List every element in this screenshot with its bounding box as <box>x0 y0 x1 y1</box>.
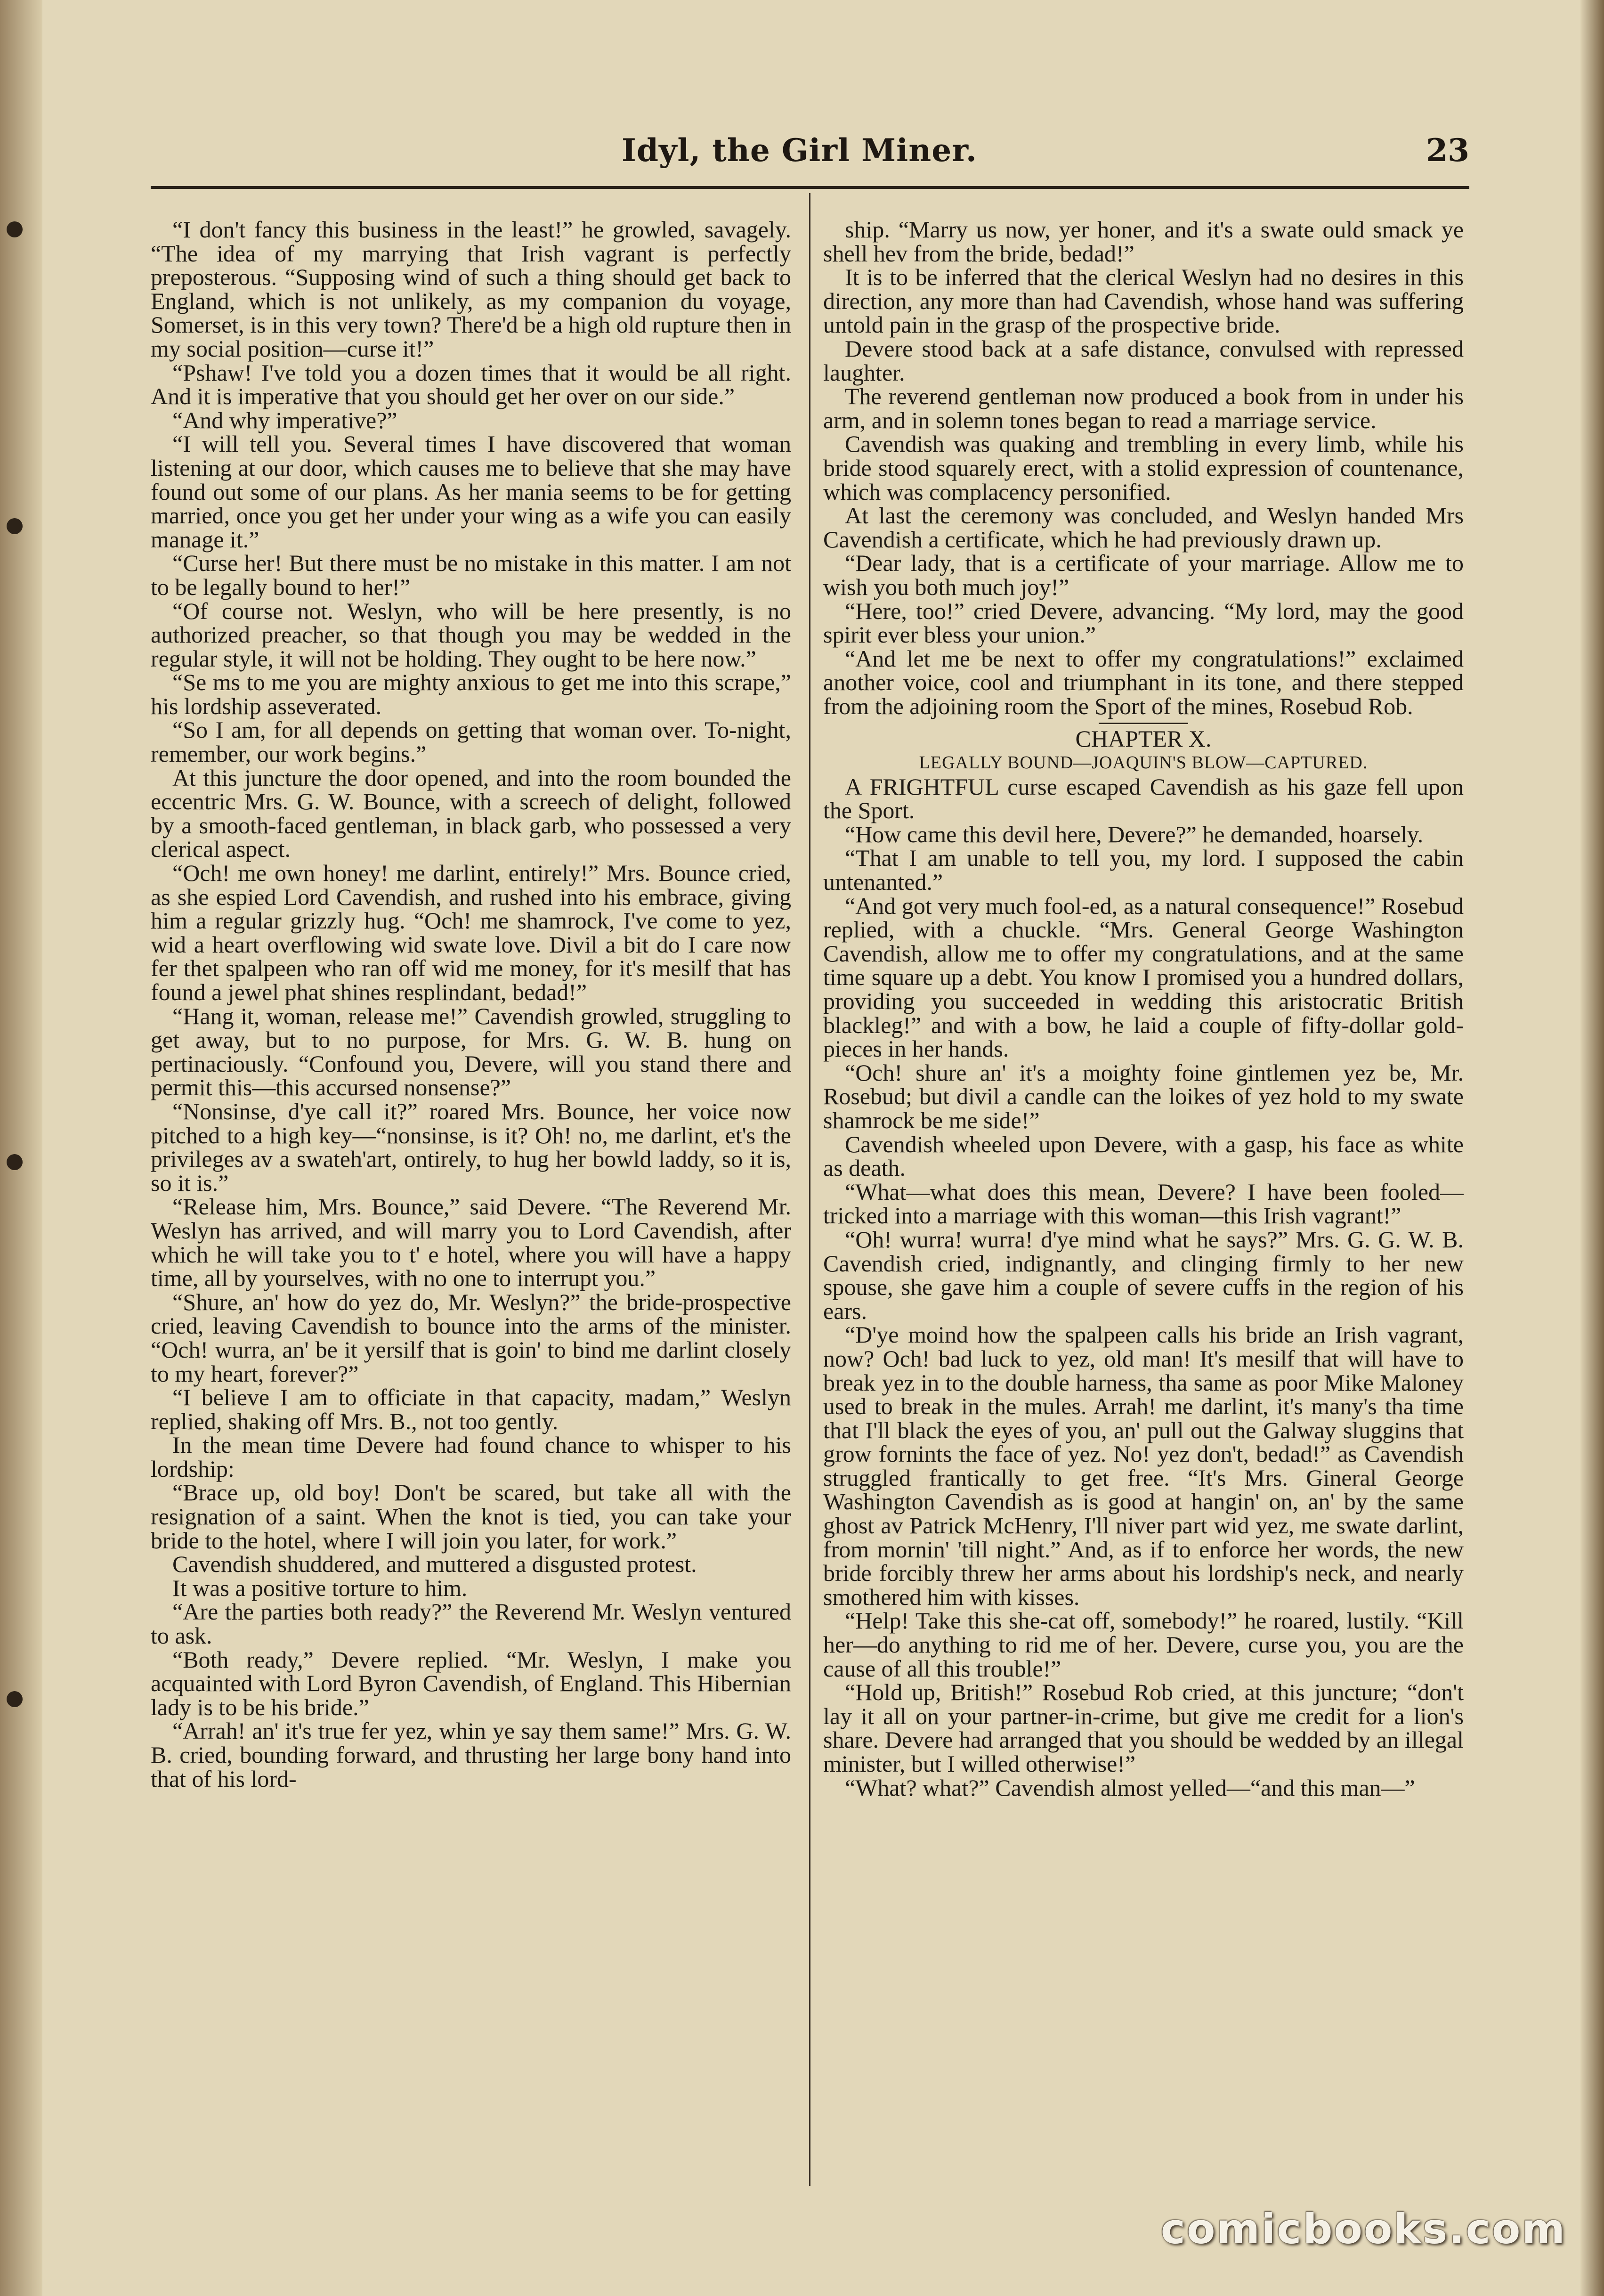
paragraph: “Hang it, woman, release me!” Cavendish growled, struggling to get away, but to no purpose, for Mrs. G. W. B. hung on pertinaciously. “Confound you, Devere, will you stand there and permit this—this accursed nonsense?” <box>151 1002 791 1101</box>
paragraph: Cavendish wheeled upon Devere, with a gasp, his face as white as death. <box>823 1131 1464 1181</box>
paragraph: “Se ms to me you are mighty anxious to get me into this scrape,” his lordship asseverated. <box>151 669 791 719</box>
paragraph: The reverend gentleman now produced a book from in under his arm, and in solemn tones began to read a marriage service. <box>823 383 1464 433</box>
paragraph: “Arrah! an' it's true fer yez, whin ye say them same!” Mrs. G. W. B. cried, bounding forward, and thrusting her large bony hand into that of his lord- <box>151 1718 791 1792</box>
paragraph: “Oh! wurra! wurra! d'ye mind what he says?” Mrs. G. G. W. B. Cavendish cried, indignantly, and clinging firmly to her new spouse, she gave him a couple of severe cuffs in the region of his ears. <box>823 1226 1464 1324</box>
chapter-rule <box>1099 723 1188 724</box>
paragraph: “Shure, an' how do yez do, Mr. Weslyn?” the bride-prospective cried, leaving Cavendish to bounce into the arms of the minister. “Och! wurra, an' be it yersilf that is goin' to bind me darlint closely to my heart, forever?” <box>151 1288 791 1387</box>
binding-hole <box>7 1154 23 1170</box>
binding-hole <box>7 221 23 237</box>
paragraph: “Are the parties both ready?” the Reverend Mr. Weslyn ventured to ask. <box>151 1598 791 1649</box>
paragraph: “I don't fancy this business in the least!” he growled, savagely. “The idea of my marrying that Irish vagrant is perfectly preposterous. “Supposing wind of such a thing should get back to England, which is not unlikely, as my companion du voyage, Somerset, is in this very town? There'd be a high old rupture then in my social position—curse it!” <box>151 218 791 362</box>
paragraph: At last the ceremony was concluded, and Weslyn handed Mrs Cavendish a certificate, which he had previously drawn up. <box>823 502 1464 553</box>
paragraph: “Dear lady, that is a certificate of your marriage. Allow me to wish you both much joy!” <box>823 550 1464 600</box>
paragraph: “I believe I am to officiate in that capacity, madam,” Weslyn replied, shaking off Mrs. B., not too gently. <box>151 1384 791 1434</box>
paragraph: “D'ye moind how the spalpeen calls his bride an Irish vagrant, now? Och! bad luck to yez, old man! It's mesilf that will have to break yez in to the double harness, tha same as poor Mike Maloney used to break in the mules. Arrah! me darlint, it's many's tha time that I'll black the eyes of you, an' pull out the Galway sluggins that grow fornints the face of yez. No! yez don't, bedad!” as Cavendish struggled frantically to get free. “It's Mrs. Gineral George Washington Cavendish as is good at hangin' on, an' by the same ghost av Patrick McHenry, I'll niver part wid yez, me swate darlint, from mornin' 'till night.” And, as if to enforce her words, the new bride forcibly threw her arms about his lordship's neck, and nearly smothered him with kisses. <box>823 1321 1464 1610</box>
paragraph: “Hold up, British!” Rosebud Rob cried, at this juncture; “don't lay it all on your partner-in-crime, but give me credit for a lion's share. Devere had arranged that you should be wedded by an illegal minister, but I willed otherwise!” <box>823 1679 1464 1777</box>
page-number: 23 <box>1426 132 1469 169</box>
paragraph: It is to be inferred that the clerical Weslyn had no desires in this direction, any more than had Cavendish, whose hand was suffering untold pain in the grasp of the prospective bride. <box>823 264 1464 338</box>
running-title: Idyl, the Girl Miner. <box>622 132 977 169</box>
page-gutter <box>0 0 42 2296</box>
watermark-logo: comicbooks.com <box>1160 2205 1566 2253</box>
paragraph: “Och! me own honey! me darlint, entirely!” Mrs. Bounce cried, as she espied Lord Cavendish, and rushed into his embrace, giving him a regular grizzly hug. “Och! me shamrock, I've come to yez, wid a heart overflowing wid swate love. Divil a bit do I care now fer thet spalpeen who ran off wid me money, for it's mesilf that has found a jewel phat shines resplindant, bedad!” <box>151 860 791 1005</box>
right-text-column <box>823 218 1464 2196</box>
paragraph: “How came this devil here, Devere?” he demanded, hoarsely. <box>845 821 1424 847</box>
paragraph: Devere stood back at a safe distance, convulsed with repressed laughter. <box>823 335 1464 386</box>
paragraph: “Brace up, old boy! Don't be scared, but take all with the resignation of a saint. When the knot is tied, you can take your bride to the hotel, where I will join you later, for work.” <box>151 1479 791 1554</box>
paragraph: “That I am unable to tell you, my lord. I supposed the cabin untenanted.” <box>823 845 1464 896</box>
header-rule <box>151 186 1469 189</box>
paragraph: “So I am, for all depends on getting that woman over. To-night, remember, our work begins.” <box>151 716 791 767</box>
paragraph: “Och! shure an' it's a moighty foine gintlemen yez be, Mr. Rosebud; but divil a candle can the loikes of yez hold to my swate shamrock be me side!” <box>823 1059 1464 1133</box>
paragraph: Cavendish shuddered, and muttered a disgusted protest. <box>172 1551 697 1578</box>
paragraph: “Release him, Mrs. Bounce,” said Devere. “The Reverend Mr. Weslyn has arrived, and will marry you to Lord Cavendish, after which he will take you to t' e hotel, where you will have a happy time, all by yourselves, with no one to interrupt you.” <box>151 1193 791 1292</box>
left-text-column <box>151 218 791 2196</box>
right-paragraphs-before-chapter <box>823 218 1464 718</box>
page-edge <box>1580 0 1604 2296</box>
paragraph: A FRIGHTFUL curse escaped Cavendish as his gaze fell upon the Sport. <box>823 773 1464 824</box>
paragraph: “What? what?” Cavendish almost yelled—“and this man—” <box>845 1774 1415 1801</box>
paragraph: “Pshaw! I've told you a dozen times that it would be all right. And it is imperative that you should get her over on our side.” <box>151 359 791 410</box>
column-divider <box>809 193 810 2186</box>
binding-hole <box>7 518 23 534</box>
binding-hole <box>7 1691 23 1707</box>
paragraph: In the mean time Devere had found chance to whisper to his lordship: <box>151 1432 791 1482</box>
paragraph: “What—what does this mean, Devere? I have been fooled—tricked into a marriage with this woman—this Irish vagrant!” <box>823 1178 1464 1229</box>
chapter-heading: CHAPTER X. <box>1075 725 1212 752</box>
paragraph: “And let me be next to offer my congratulations!” exclaimed another voice, cool and triumphant in its tone, and there stepped from the adjoining room the Sport of the mines, Rosebud Rob. <box>823 645 1464 719</box>
paragraph: “Both ready,” Devere replied. “Mr. Weslyn, I make you acquainted with Lord Byron Cavendish, of England. This Hibernian lady is to be his bride.” <box>151 1646 791 1720</box>
paragraph: “Curse her! But there must be no mistake in this matter. I am not to be legally bound to her!” <box>151 550 791 600</box>
paragraph: At this juncture the door opened, and into the room bounded the eccentric Mrs. G. W. Bounce, with a screech of delight, followed by a smooth-faced gentleman, in black garb, who possessed a very clerical aspect. <box>151 764 791 863</box>
paragraph: “And got very much fool-ed, as a natural consequence!” Rosebud replied, with a chuckle. “Mrs. General George Washington Cavendish, allow me to offer my congratulations, and at the same time square up a debt. You know I promised you a hundred dollars, providing you succeeded in wedding this aristocratic British blackleg!” and with a bow, he laid a couple of fifty-dollar gold-pieces in her hands. <box>823 892 1464 1062</box>
paragraph: Cavendish was quaking and trembling in every limb, while his bride stood squarely erect, with a stolid expression of countenance, which was complacency personified. <box>823 431 1464 505</box>
paragraph: “Nonsinse, d'ye call it?” roared Mrs. Bounce, her voice now pitched to a high key—“nonsinse, is it? Oh! no, me darlint, et's the privileges av a swateh'art, ontirely, to hug her bowld laddy, so it is, so it is.” <box>151 1098 791 1196</box>
page-header <box>151 132 1469 184</box>
paragraph: ship. “Marry us now, yer honer, and it's a swate ould smack ye shell hev from the bride, bedad!” <box>823 218 1464 267</box>
paragraph: “Help! Take this she-cat off, somebody!” he roared, lustily. “Kill her—do anything to rid me of her. Devere, curse you, you are the cause of all this trouble!” <box>823 1607 1464 1682</box>
paragraph: “Here, too!” cried Devere, advancing. “My lord, may the good spirit ever bless your union.” <box>823 597 1464 648</box>
paragraph: It was a positive torture to him. <box>172 1574 468 1601</box>
right-paragraphs-after-chapter <box>823 775 1464 1800</box>
paragraph: “I will tell you. Several times I have discovered that woman listening at our door, which causes me to believe that she may have found out some of our plans. As her mania seems to be for getting married, once you get her under your wing as a wife you can easily manage it.” <box>151 431 791 553</box>
chapter-subtitle: LEGALLY BOUND—JOAQUIN'S BLOW—CAPTURED. <box>919 753 1368 773</box>
paragraph: “Of course not. Weslyn, who will be here presently, is no authorized preacher, so that though you may be wedded in the regular style, it will not be holding. They ought to be here now.” <box>151 597 791 672</box>
paragraph: “And why imperative?” <box>172 407 397 433</box>
